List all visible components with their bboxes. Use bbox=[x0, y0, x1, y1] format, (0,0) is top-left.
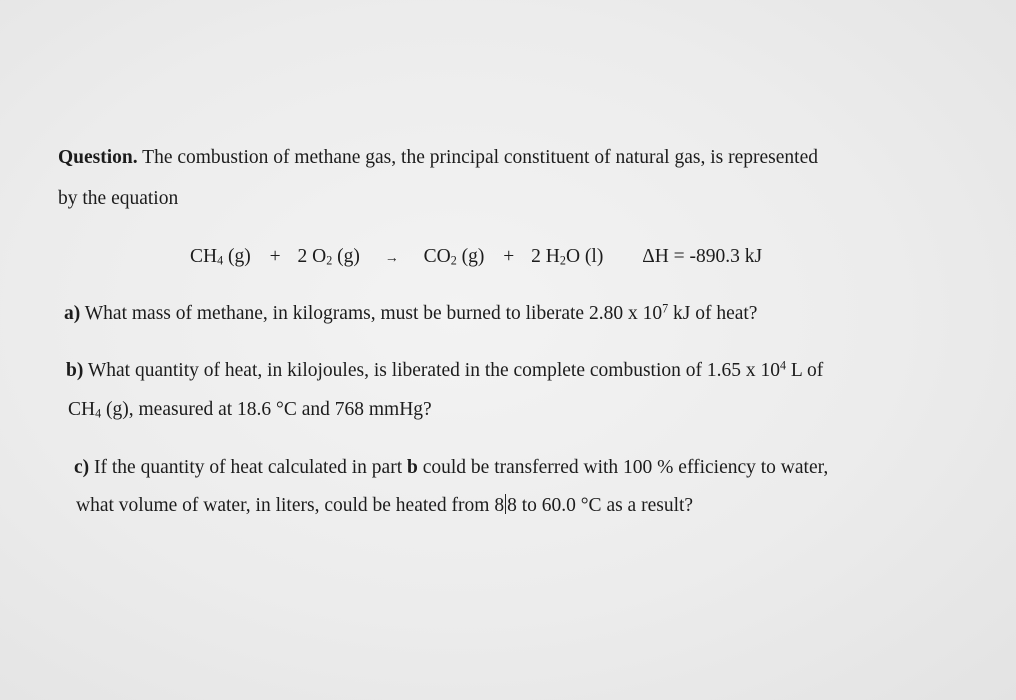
question-text-1: The combustion of methane gas, the principal constituent of natural gas, is represented bbox=[142, 147, 818, 168]
part-c-text-end: could be transferred with 100 % efficiency to water, bbox=[422, 457, 829, 478]
reactant-oxygen: 2 $O_2$ (g) bbox=[297, 246, 360, 268]
enthalpy-change: ΔH = -890.3 kJ bbox=[642, 246, 763, 267]
part-a-label: a) bbox=[64, 303, 81, 324]
part-b-line-1 bbox=[66, 359, 823, 383]
question-text-2: by the equation bbox=[58, 188, 179, 209]
part-c-text-2b: 8 to 60.0 °C as a result? bbox=[507, 495, 694, 516]
part-a-exponent: 7 bbox=[662, 301, 669, 316]
question-line-1 bbox=[58, 146, 818, 170]
part-c-line-1 bbox=[74, 456, 828, 480]
part-b-reference: b bbox=[406, 457, 418, 478]
question-line-2 bbox=[58, 187, 178, 211]
part-b-exponent: 4 bbox=[779, 358, 787, 373]
reaction-arrow: → bbox=[384, 251, 399, 266]
part-c-text: If the quantity of heat calculated in part bbox=[94, 457, 403, 478]
chemical-equation bbox=[190, 245, 762, 271]
part-c-label: c) bbox=[74, 457, 90, 478]
product-co2: $CO_2$ (g) bbox=[423, 246, 485, 268]
plus-sign-2: + bbox=[503, 246, 515, 267]
question-label: Question. bbox=[58, 147, 138, 168]
part-a-text: What mass of methane, in kilograms, must be burned to liberate 2.80 x 10 bbox=[84, 303, 663, 324]
part-b-text-end: L of bbox=[790, 360, 824, 381]
part-b-label: b) bbox=[66, 360, 84, 381]
methane-formula: CH bbox=[68, 399, 96, 420]
part-b-text: What quantity of heat, in kilojoules, is liberated in the complete combustion of 1.65 x 10 bbox=[87, 360, 780, 381]
part-b-line-2: $CH_4$ (g), measured at 18.6 °C and 768 mmHg? bbox=[68, 399, 432, 421]
part-b-conditions: (g), measured at 18.6 °C and 768 mmHg? bbox=[106, 399, 432, 420]
part-c-text-2a: what volume of water, in liters, could be heated from 8 bbox=[76, 495, 505, 516]
plus-sign-1: + bbox=[269, 246, 281, 267]
part-c-line-2 bbox=[76, 494, 693, 518]
reactant-methane: $CH_4$ (g) bbox=[190, 246, 251, 268]
part-a-text-end: kJ of heat? bbox=[673, 303, 758, 324]
part-a bbox=[64, 302, 757, 326]
product-water: 2 $H_2O$ (l) bbox=[531, 246, 604, 268]
text-cursor bbox=[505, 494, 506, 514]
